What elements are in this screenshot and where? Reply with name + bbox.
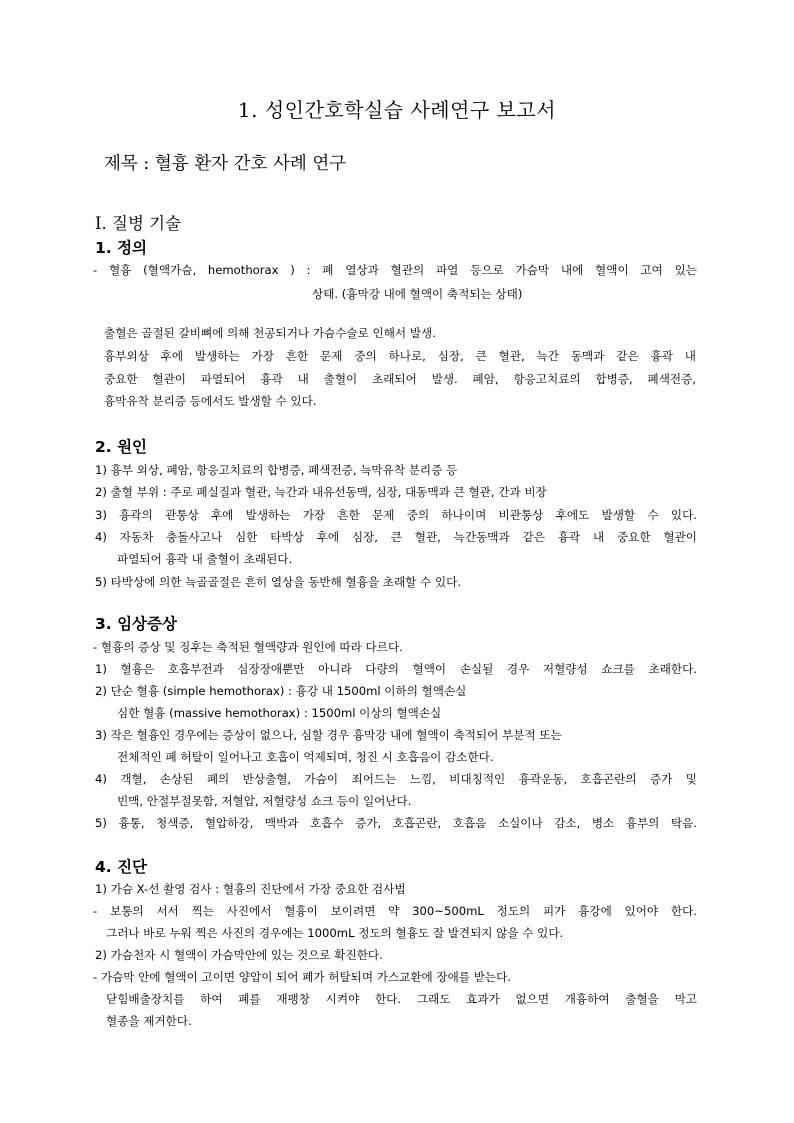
definition-paragraph-line: 흉막유착 분리증 등에서도 발생할 수 있다. xyxy=(104,394,317,408)
diagnosis-item: - 가슴막 안에 혈액이 고이면 양압이 되어 폐가 허탈되며 가스교환에 장애를 받는다. xyxy=(93,970,511,984)
definition-line: 상태. (흉막강 내에 혈액이 축적되는 상태) xyxy=(312,287,523,301)
definition-paragraph-line: 출혈은 골절된 갈비뼈에 의해 천공되거나 가슴수술로 인해서 발생. xyxy=(104,326,436,340)
symptoms-item-continued: 심한 혈흉 (massive hemothorax) : 1500ml 이상의 혈액손실 xyxy=(117,706,442,720)
diagnosis-item: 1) 가슴 X-선 촬영 검사 : 혈흉의 진단에서 가장 중요한 검사법 xyxy=(95,882,406,896)
main-heading: 1. 성인간호학실습 사례연구 보고서 xyxy=(237,98,557,122)
section-symptoms-heading: 3. 임상증상 xyxy=(95,615,177,633)
diagnosis-item-continued: 혈종을 제거한다. xyxy=(106,1014,192,1028)
definition-paragraph-line: 중요한 혈관이 파열되어 흉곽 내 출혈이 초래되어 발생. 폐암, 항응고치료의 합병증, 폐색전증, xyxy=(104,372,696,386)
diagnosis-item-continued: 닫힘배출장치를 하여 폐를 재팽창 시켜야 한다. 그래도 효과가 없으면 개흉하여 출혈을 막고 xyxy=(106,992,697,1006)
symptoms-item: 5) 흉통, 청색증, 혈압하강, 맥박과 호흡수 증가, 호흡곤란, 호흡음 소실이나 감소, 병소 흉부의 탁음. xyxy=(95,816,697,830)
section-cause-heading: 2. 원인 xyxy=(95,438,148,456)
definition-paragraph-line: 흉부외상 후에 발생하는 가장 흔한 문제 중의 하나로, 심장, 큰 혈관, 늑간 동맥과 같은 흉곽 내 xyxy=(104,349,696,363)
symptoms-item: 1) 혈흉은 호흡부전과 심장장애뿐만 아니라 다량의 혈액이 손실될 경우 저혈량성 쇼크를 초래한다. xyxy=(95,662,697,676)
cause-item-continued: 파열되어 흉곽 내 출혈이 초래된다. xyxy=(117,552,293,566)
symptoms-item: 4) 객혈, 손상된 폐의 반상출혈, 가슴이 죄어드는 느낌, 비대칭적인 흉곽운동, 호흡곤란의 증가 및 xyxy=(95,772,697,786)
report-title: 제목 : 혈흉 환자 간호 사례 연구 xyxy=(104,154,347,174)
symptoms-item-continued: 전체적인 폐 허탈이 일어나고 호흡이 억제되며, 청진 시 호흡음이 감소한다. xyxy=(117,750,494,764)
section-diagnosis-heading: 4. 진단 xyxy=(95,858,148,876)
cause-item: 1) 흉부 외상, 폐암, 항응고치료의 합병증, 폐색전증, 늑막유착 분리증 등 xyxy=(95,463,458,477)
diagnosis-item-continued: 그러나 바로 누워 찍은 사진의 경우에는 1000mL 정도의 혈흉도 잘 발견되지 않을 수 있다. xyxy=(106,926,564,940)
diagnosis-item: 2) 가슴천자 시 혈액이 가슴막안에 있는 것으로 확진한다. xyxy=(95,948,383,962)
symptoms-item-continued: 빈맥, 안절부절못함, 저혈압, 저혈량성 쇼크 등이 일어난다. xyxy=(117,794,412,808)
symptoms-item: 3) 작은 혈흉인 경우에는 증상이 없으나, 심할 경우 흉막강 내에 혈액이 축적되어 부분적 또는 xyxy=(95,728,562,742)
chapter-heading: Ⅰ. 질병 기술 xyxy=(95,214,182,233)
symptoms-intro: - 혈흉의 증상 및 징후는 축적된 혈액량과 원인에 따라 다르다. xyxy=(93,640,403,654)
cause-item: 4) 자동차 충돌사고나 심한 타박상 후에 심장, 큰 혈관, 늑간동맥과 같은 흉곽 내 중요한 혈관이 xyxy=(95,530,697,544)
cause-item: 5) 타박상에 의한 늑골골절은 흔히 열상을 동반해 혈흉을 초래할 수 있다. xyxy=(95,575,462,589)
cause-item: 2) 출혈 부위 : 주로 폐실질과 혈관, 늑간과 내유선동맥, 심장, 대동맥과 큰 혈관, 간과 비장 xyxy=(95,485,547,499)
section-definition-heading: 1. 정의 xyxy=(95,239,148,257)
symptoms-item: 2) 단순 혈흉 (simple hemothorax) : 흉강 내 1500ml 이하의 혈액손실 xyxy=(95,684,467,698)
cause-item: 3) 흉곽의 관통상 후에 발생하는 가장 흔한 문제 중의 하나이며 비관통상 후에도 발생할 수 있다. xyxy=(95,508,697,522)
diagnosis-item: - 보통의 서서 찍는 사진에서 혈흉이 보이려면 약 300~500mL 정도의 피가 흉강에 있어야 한다. xyxy=(93,904,697,918)
definition-line: - 혈흉 (혈액가슴, hemothorax ) : 폐 열상과 혈관의 파열 등으로 가슴막 내에 혈액이 고여 있는 xyxy=(93,263,697,277)
